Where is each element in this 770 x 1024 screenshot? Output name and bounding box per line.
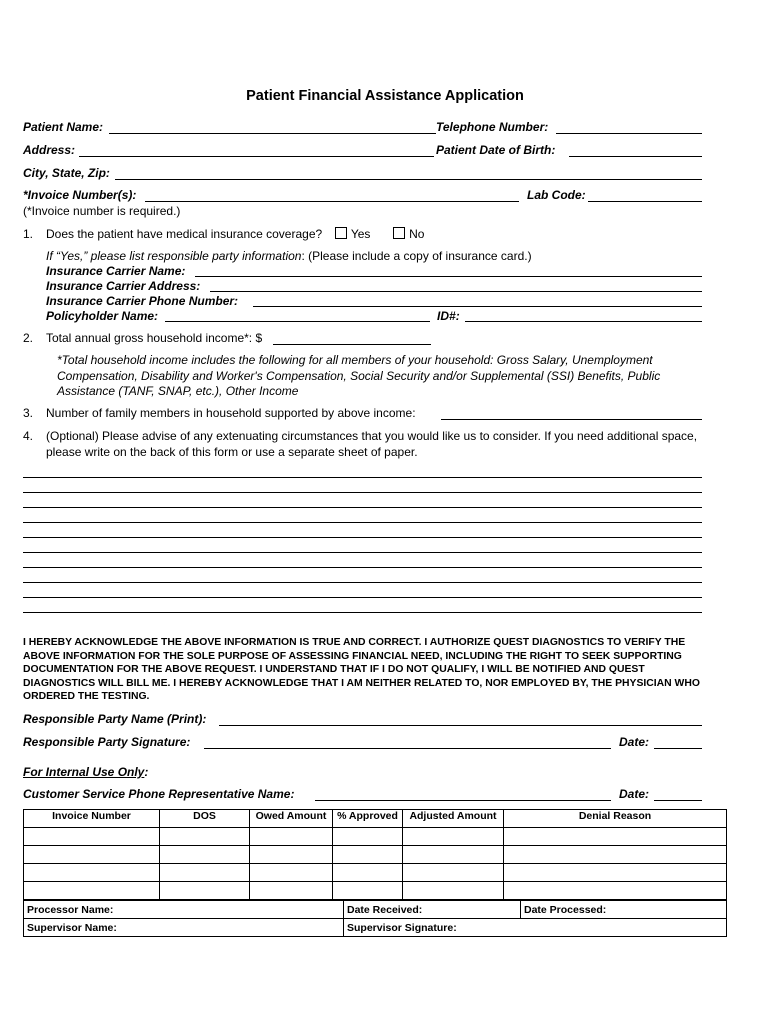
- id-text: ID#: [437, 309, 456, 323]
- table-header-row: [24, 810, 727, 828]
- policyholder-field[interactable]: [165, 321, 430, 322]
- table-row: [24, 882, 727, 900]
- date-received-cell[interactable]: Date Received:: [344, 901, 521, 919]
- csr-date-label: Date:: [619, 787, 650, 801]
- q2-text: Total annual gross household income*: $: [46, 331, 263, 345]
- table-cell[interactable]: [250, 846, 333, 864]
- table-cell[interactable]: [160, 846, 250, 864]
- circumstances-line[interactable]: [23, 537, 702, 538]
- telephone-field[interactable]: [556, 133, 702, 134]
- lab-code-label: Lab Code:: [527, 188, 586, 202]
- csr-name-label: Customer Service Phone Representative Name:: [23, 787, 295, 801]
- table-cell[interactable]: [403, 828, 504, 846]
- circumstances-line[interactable]: [23, 582, 702, 583]
- circumstances-line[interactable]: [23, 612, 702, 613]
- table-cell[interactable]: [403, 864, 504, 882]
- table-cell[interactable]: [333, 864, 403, 882]
- header-owed-amount: Owed Amount: [250, 810, 333, 828]
- invoice-field[interactable]: [145, 201, 519, 202]
- table-cell[interactable]: [250, 864, 333, 882]
- table-row: [24, 846, 727, 864]
- carrier-name-row: [23, 264, 702, 280]
- dob-field[interactable]: [569, 156, 702, 157]
- table-cell[interactable]: [403, 882, 504, 900]
- responsible-signature-row: [23, 735, 702, 751]
- q4-number: 4.: [23, 429, 34, 443]
- header-dos: DOS: [160, 810, 250, 828]
- table-cell[interactable]: [403, 846, 504, 864]
- table-cell[interactable]: [504, 846, 727, 864]
- table-cell[interactable]: [333, 882, 403, 900]
- table-cell[interactable]: [24, 846, 160, 864]
- table-cell[interactable]: [24, 864, 160, 882]
- carrier-address-colon: :: [196, 279, 201, 293]
- no-label: No: [409, 227, 425, 241]
- carrier-address-label: [46, 279, 200, 293]
- internal-heading-colon: :: [144, 765, 149, 779]
- q4-text: (Optional) Please advise of any extenuating circumstances that you would like us to consider. If you need additional space, please write on the back of this form or use a separate sheet of paper.: [46, 429, 698, 459]
- date-processed-cell[interactable]: Date Processed:: [521, 901, 727, 919]
- circumstances-line[interactable]: [23, 567, 702, 568]
- policyholder-label: [46, 309, 158, 323]
- table-cell[interactable]: [160, 828, 250, 846]
- policyholder-colon: :: [154, 309, 159, 323]
- processor-row: [24, 901, 727, 919]
- acknowledgement-text: I HEREBY ACKNOWLEDGE THE ABOVE INFORMATION IS TRUE AND CORRECT. I AUTHORIZE QUEST DIAGNOSTICS TO VERIFY THE ABOVE INFORMATION FOR THE SOLE PURPOSE OF ASSESSING FINANCIAL NEED, INCLUDING THE RIGHT TO SEEK SUPPORTING DOCUMENTATION FOR THE ABOVE REQUEST. I UNDERSTAND THAT IF I DO NOT QUALIFY, I WILL BE NOTIFIED AND QUEST DIAGNOSTICS WILL BILL ME. I HEREBY ACKNOWLEDGE THAT I AM NEITHER RELATED TO, NOR EMPLOYED BY, THE PHYSICIAN WHO ORDERED THE TESTING.: [23, 637, 700, 702]
- table-cell[interactable]: [250, 882, 333, 900]
- carrier-name-colon: :: [181, 264, 186, 278]
- city-field[interactable]: [115, 179, 702, 180]
- supervisor-signature-cell[interactable]: Supervisor Signature:: [344, 919, 727, 937]
- circumstances-line[interactable]: [23, 552, 702, 553]
- patient-name-field[interactable]: [109, 133, 436, 134]
- header-adjusted-amount: Adjusted Amount: [403, 810, 504, 828]
- carrier-name-field[interactable]: [195, 276, 702, 277]
- policyholder-row: [23, 309, 702, 325]
- city-label: City, State, Zip:: [23, 166, 110, 180]
- table-cell[interactable]: [160, 882, 250, 900]
- carrier-phone-field[interactable]: [253, 306, 702, 307]
- family-members-field[interactable]: [441, 419, 702, 420]
- invoice-label: *Invoice Number(s):: [23, 188, 137, 202]
- page-title: Patient Financial Assistance Application: [246, 88, 524, 104]
- address-field[interactable]: [79, 156, 434, 157]
- patient-name-row: [23, 120, 702, 136]
- circumstances-line[interactable]: [23, 597, 702, 598]
- processor-name-cell[interactable]: Processor Name:: [24, 901, 344, 919]
- address-row: [23, 143, 702, 159]
- table-cell[interactable]: [24, 882, 160, 900]
- q2-note: *Total household income includes the following for all members of your household: Gross Salary, Unemployment Compensation, Disability and Worker's Compensation, Social Security and/or Supplemental (SSI) Benefits, Public Assistance (TANF, SNAP, etc.), Other Income: [57, 353, 661, 398]
- q1-if-yes-italic: If “Yes,” please list responsible party information: [46, 249, 302, 263]
- processing-table: [23, 900, 727, 937]
- patient-name-label: Patient Name:: [23, 120, 104, 134]
- table-cell[interactable]: [504, 882, 727, 900]
- invoice-row: [23, 188, 702, 204]
- table-cell[interactable]: [504, 864, 727, 882]
- csr-row: [23, 787, 702, 803]
- q1-if-yes-rest: : (Please include a copy of insurance card.): [301, 249, 532, 263]
- responsible-date-field[interactable]: [654, 748, 702, 749]
- carrier-name-label: [46, 264, 185, 278]
- internal-heading-text: For Internal Use Only: [23, 765, 145, 779]
- csr-name-field[interactable]: [315, 800, 611, 801]
- supervisor-row: [24, 919, 727, 937]
- policyholder-text: Policyholder Name: [46, 309, 155, 323]
- id-label: [437, 309, 460, 323]
- city-row: [23, 166, 702, 182]
- responsible-name-label: Responsible Party Name (Print):: [23, 712, 207, 726]
- carrier-address-text: Insurance Carrier Address: [46, 279, 197, 293]
- q2-number: 2.: [23, 331, 34, 345]
- internal-heading-row: [23, 765, 702, 781]
- carrier-address-field[interactable]: [210, 291, 702, 292]
- header-percent-approved: % Approved: [333, 810, 403, 828]
- responsible-date-label: Date:: [619, 735, 650, 749]
- carrier-phone-label: Insurance Carrier Phone Number:: [46, 294, 239, 308]
- header-denial-reason: Denial Reason: [504, 810, 727, 828]
- id-colon: :: [455, 309, 460, 323]
- table-cell[interactable]: [250, 828, 333, 846]
- q1-number: 1.: [23, 227, 34, 241]
- supervisor-name-cell[interactable]: Supervisor Name:: [24, 919, 344, 937]
- carrier-phone-row: [23, 294, 702, 310]
- lab-code-field[interactable]: [588, 201, 702, 202]
- responsible-name-field[interactable]: [219, 725, 702, 726]
- q3-text: Number of family members in household supported by above income:: [46, 406, 416, 420]
- circumstances-line[interactable]: [23, 507, 702, 508]
- table-cell[interactable]: [333, 828, 403, 846]
- internal-use-table: [23, 809, 727, 900]
- table-cell[interactable]: [160, 864, 250, 882]
- header-invoice-number: Invoice Number: [24, 810, 160, 828]
- q1-text: Does the patient have medical insurance coverage?: [46, 227, 323, 241]
- q1-question: [46, 227, 424, 241]
- carrier-name-text: Insurance Carrier Name: [46, 264, 182, 278]
- telephone-label: Telephone Number:: [436, 120, 549, 134]
- carrier-address-row: [23, 279, 702, 295]
- yes-label: Yes: [350, 227, 371, 241]
- table-cell[interactable]: [333, 846, 403, 864]
- q1-if-yes: [46, 249, 532, 263]
- circumstances-line[interactable]: [23, 522, 702, 523]
- address-label: Address:: [23, 143, 76, 157]
- table-row: [24, 828, 727, 846]
- internal-heading: [23, 765, 148, 779]
- circumstances-line[interactable]: [23, 477, 702, 478]
- csr-date-field[interactable]: [654, 800, 702, 801]
- id-field[interactable]: [465, 321, 702, 322]
- invoice-note: (*Invoice number is required.): [23, 204, 181, 218]
- table-cell[interactable]: [24, 828, 160, 846]
- no-checkbox[interactable]: [393, 227, 405, 239]
- income-field[interactable]: [273, 344, 431, 345]
- responsible-name-row: [23, 712, 702, 728]
- q3-number: 3.: [23, 406, 34, 420]
- table-row: [24, 864, 727, 882]
- responsible-signature-label: Responsible Party Signature:: [23, 735, 191, 749]
- circumstances-line[interactable]: [23, 492, 702, 493]
- dob-label: Patient Date of Birth:: [436, 143, 556, 157]
- responsible-signature-field[interactable]: [204, 748, 611, 749]
- table-cell[interactable]: [504, 828, 727, 846]
- yes-checkbox[interactable]: [335, 227, 347, 239]
